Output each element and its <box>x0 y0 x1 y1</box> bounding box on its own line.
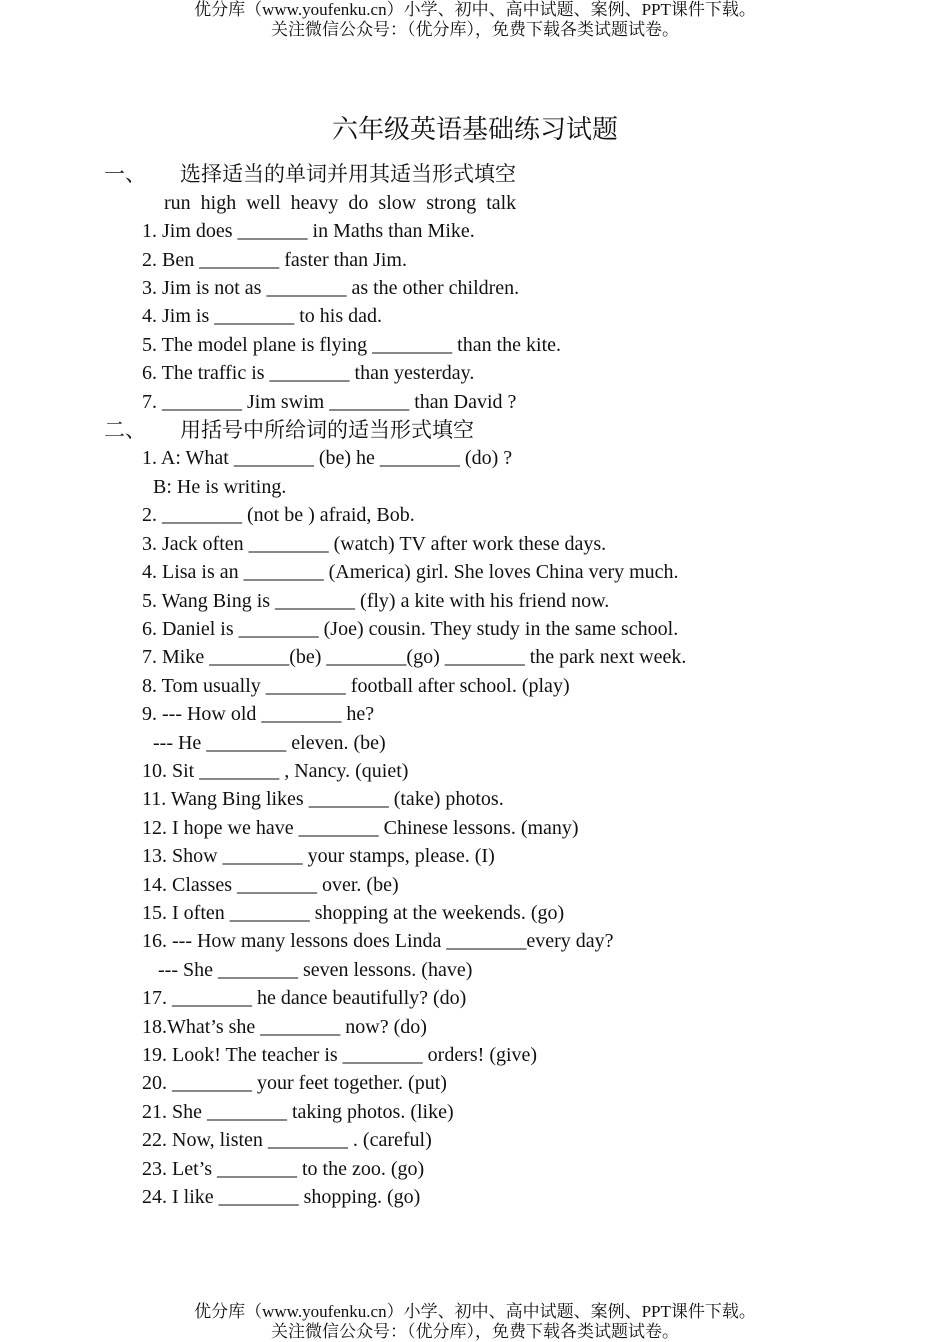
s2-question-17: 17. ________ he dance beautifully? (do) <box>142 987 467 1009</box>
word-bank: run high well heavy do slow strong talk <box>164 192 517 214</box>
s2-question-9: 9. --- How old ________ he? <box>142 703 375 725</box>
page-footer-line-1: 优分库（www.youfenku.cn）小学、初中、高中试题、案例、PPT课件下载。 <box>194 1302 756 1321</box>
s2-question-11: 11. Wang Bing likes ________ (take) photos. <box>142 788 504 810</box>
section-2-title: 用括号中所给词的适当形式填空 <box>180 418 474 442</box>
s2-question-3: 3. Jack often ________ (watch) TV after work these days. <box>142 533 607 555</box>
s2-question-5: 5. Wang Bing is ________ (fly) a kite with his friend now. <box>142 590 610 612</box>
s2-question-23: 23. Let’s ________ to the zoo. (go) <box>142 1158 425 1180</box>
s2-question-19: 19. Look! The teacher is ________ orders! (give) <box>142 1044 538 1066</box>
section-1-number: 一、 <box>104 162 146 186</box>
section-2-heading <box>104 418 474 442</box>
section-2-number: 二、 <box>104 418 146 442</box>
s2-question-16-reply: --- She ________ seven lessons. (have) <box>158 959 473 981</box>
s2-question-18: 18.What’s she ________ now? (do) <box>142 1016 427 1038</box>
s2-question-21: 21. She ________ taking photos. (like) <box>142 1101 454 1123</box>
s2-question-2: 2. ________ (not be ) afraid, Bob. <box>142 504 415 526</box>
page-header-line-2: 关注微信公众号：（优分库），免费下载各类试题试卷。 <box>271 20 679 39</box>
page-footer-line-2: 关注微信公众号：（优分库），免费下载各类试题试卷。 <box>271 1322 679 1341</box>
s2-question-6: 6. Daniel is ________ (Joe) cousin. They study in the same school. <box>142 618 679 640</box>
s2-question-8: 8. Tom usually ________ football after school. (play) <box>142 675 570 697</box>
s1-question-3: 3. Jim is not as ________ as the other children. <box>142 277 520 299</box>
page-title: 六年级英语基础练习试题 <box>331 115 618 144</box>
s2-question-22: 22. Now, listen ________ . (careful) <box>142 1129 432 1151</box>
s1-question-1: 1. Jim does _______ in Maths than Mike. <box>142 220 475 242</box>
s2-question-10: 10. Sit ________ , Nancy. (quiet) <box>142 760 409 782</box>
s2-question-15: 15. I often ________ shopping at the weekends. (go) <box>142 902 565 924</box>
section-1-heading <box>104 162 516 186</box>
s1-question-5: 5. The model plane is flying ________ than the kite. <box>142 334 562 356</box>
s1-question-2: 2. Ben ________ faster than Jim. <box>142 249 407 271</box>
s1-question-7: 7. ________ Jim swim ________ than David ? <box>142 391 517 413</box>
s2-question-1-answer: B: He is writing. <box>153 476 287 498</box>
s2-question-4: 4. Lisa is an ________ (America) girl. She loves China very much. <box>142 561 679 583</box>
s1-question-4: 4. Jim is ________ to his dad. <box>142 305 383 327</box>
s2-question-1: 1. A: What ________ (be) he ________ (do) ? <box>142 447 513 469</box>
s2-question-24: 24. I like ________ shopping. (go) <box>142 1186 421 1208</box>
s1-question-6: 6. The traffic is ________ than yesterday. <box>142 362 475 384</box>
s2-question-16: 16. --- How many lessons does Linda ________every day? <box>142 930 614 952</box>
s2-question-13: 13. Show ________ your stamps, please. (I) <box>142 845 495 867</box>
page-header-line-1: 优分库（www.youfenku.cn）小学、初中、高中试题、案例、PPT课件下载。 <box>194 0 756 19</box>
section-1-title: 选择适当的单词并用其适当形式填空 <box>180 162 516 186</box>
s2-question-7: 7. Mike ________(be) ________(go) ________ the park next week. <box>142 646 687 668</box>
s2-question-9-reply: --- He ________ eleven. (be) <box>153 732 386 754</box>
s2-question-20: 20. ________ your feet together. (put) <box>142 1072 447 1094</box>
s2-question-12: 12. I hope we have ________ Chinese lessons. (many) <box>142 817 579 839</box>
s2-question-14: 14. Classes ________ over. (be) <box>142 874 399 896</box>
